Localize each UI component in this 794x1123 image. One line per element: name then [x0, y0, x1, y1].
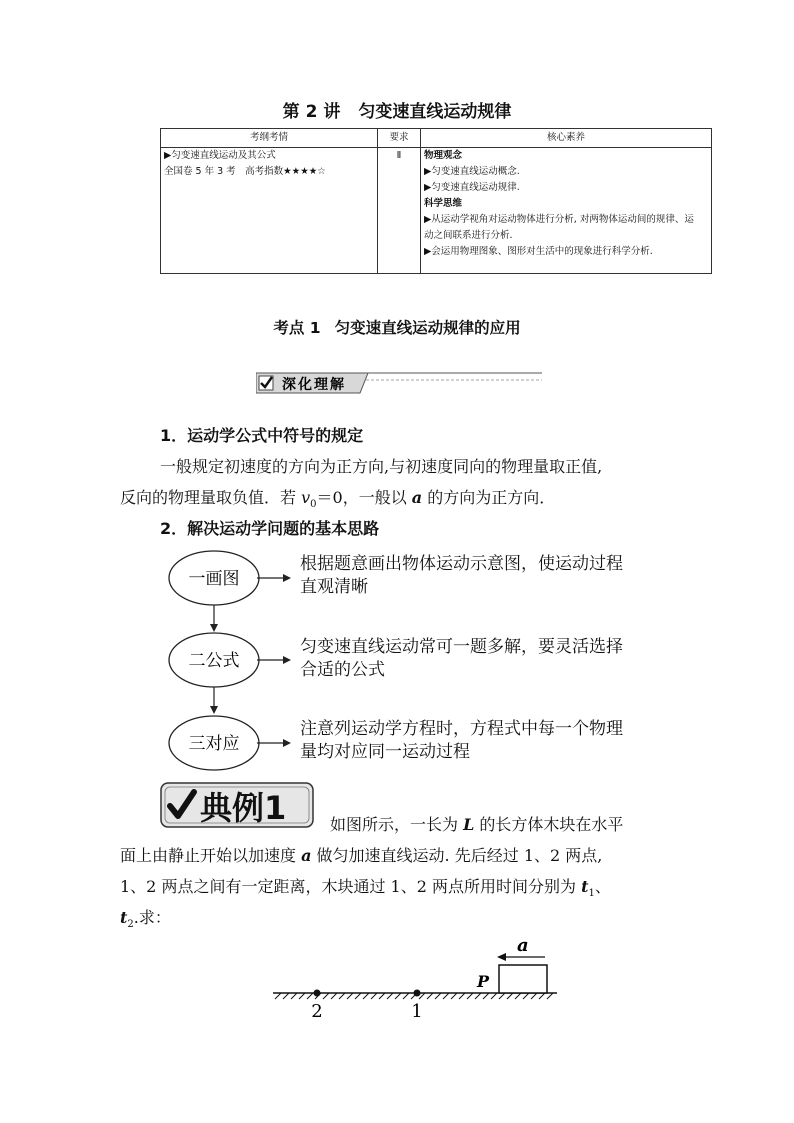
section-banner: [256, 370, 542, 396]
arrow-right-icon: [283, 656, 291, 664]
accel-label: a: [517, 935, 529, 956]
kaodian-label: 考点 1: [273, 319, 321, 337]
arrow-down-icon: [210, 706, 218, 714]
example-line-2: 面上由静止开始以加速度 a 做匀加速直线运动. 先后经过 1、2 两点,: [120, 846, 603, 865]
point-1-dot: [414, 990, 421, 997]
block-figure: [265, 935, 565, 1025]
flow-node-1-label: 一画图: [188, 569, 240, 589]
example-line-3: 1、2 两点之间有一定距离，木块通过 1、2 两点所用时间分别为 $t_1$、: [120, 877, 611, 900]
example-badge: [160, 782, 316, 830]
point-p-label: P: [477, 972, 490, 991]
topic-line: ▶匀变速直线运动及其公式: [164, 150, 276, 161]
section1-line2: 反向的物理量取负值．若 $v_0=0$，一般以 a 的方向为正方向．: [120, 488, 556, 511]
table-header-row: [161, 129, 712, 148]
col-header-syllabus: 考纲考情: [161, 129, 378, 148]
point-1-label: 1: [411, 1001, 423, 1022]
core-line: 动之间联系进行分析.: [424, 230, 513, 241]
section1-line1: 一般规定初速度的方向为正方向,与初速度同向的物理量取正值,: [160, 457, 603, 476]
section1-heading: 1．运动学公式中符号的规定: [160, 426, 364, 445]
example-line-4: $t_2$.求：: [120, 908, 171, 931]
example-line-1: 如图所示，一长为 L 的长方体木块在水平: [330, 815, 624, 834]
col-header-core: 核心素养: [421, 129, 712, 148]
core-line: ▶会运用物理图象、图形对生活中的现象进行科学分析.: [424, 246, 653, 257]
lecture-title: [0, 97, 794, 122]
example-badge-text: 典例1: [200, 789, 287, 827]
banner-text: 深化理解: [282, 377, 346, 393]
arrow-left-icon: [497, 953, 506, 961]
core-line: 科学思维: [424, 198, 463, 209]
flow-text-2: 匀变速直线运动常可一题多解，要灵活选择 合适的公式: [300, 637, 623, 680]
exam-line: 全国卷 5 年 3 考 高考指数★★★★☆: [164, 166, 326, 177]
flow-node-3-label: 三对应: [188, 734, 240, 754]
table-row: [161, 148, 712, 274]
point-2-label: 2: [311, 1001, 323, 1022]
core-line: ▶匀变速直线运动概念.: [424, 166, 520, 177]
core-cell: [421, 148, 712, 274]
arrow-down-icon: [210, 624, 218, 632]
syllabus-cell: [161, 148, 378, 274]
wooden-block: [499, 965, 547, 993]
syllabus-table: [160, 128, 712, 274]
lecture-name: 匀变速直线运动规律: [358, 102, 512, 122]
section2-heading: 2．解决运动学问题的基本思路: [160, 519, 380, 538]
requirement-cell: Ⅱ: [378, 148, 421, 274]
kaodian-heading: [0, 316, 794, 338]
lecture-number: 第 2 讲: [282, 102, 341, 122]
flow-text-1: 根据题意画出物体运动示意图，使运动过程 直观清晰: [300, 554, 623, 597]
core-line: ▶从运动学视角对运动物体进行分析, 对两物体运动间的规律、运: [424, 214, 694, 225]
flow-text-3: 注意列运动学方程时，方程式中每一个物理 量均对应同一运动过程: [300, 719, 623, 762]
arrow-right-icon: [283, 574, 291, 582]
col-header-requirement: 要求: [378, 129, 421, 148]
arrow-right-icon: [283, 739, 291, 747]
kaodian-title: 匀变速直线运动规律的应用: [334, 319, 521, 337]
core-line: ▶匀变速直线运动规律.: [424, 182, 520, 193]
point-2-dot: [314, 990, 321, 997]
core-line: 物理观念: [424, 150, 463, 161]
flow-node-2-label: 二公式: [188, 651, 240, 671]
